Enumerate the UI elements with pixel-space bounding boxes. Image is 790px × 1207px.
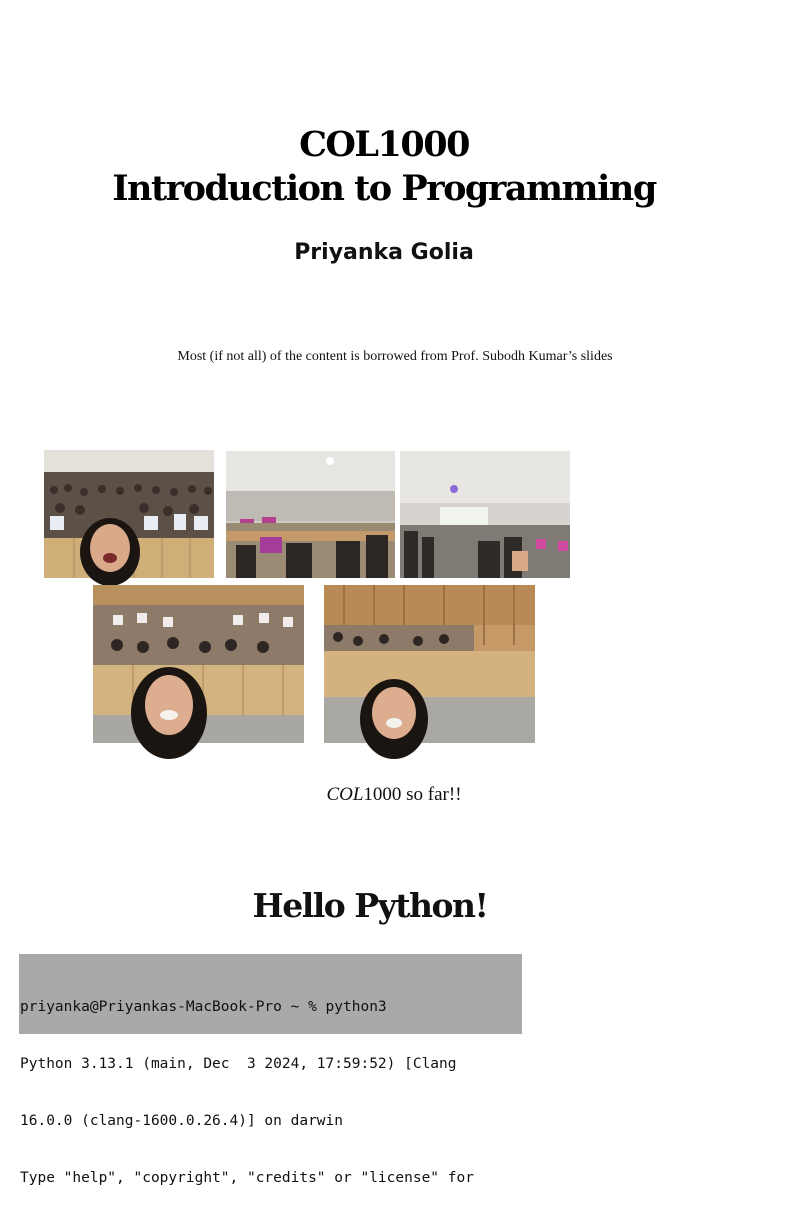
section-heading: Hello Python! (252, 886, 488, 925)
classroom-photo-3 (400, 451, 570, 578)
terminal-line: Type "help", "copyright", "credits" or "license" for (20, 1170, 474, 1186)
credit-note: Most (if not all) of the content is borrowed from Prof. Subodh Kumar’s slides (177, 349, 613, 364)
classroom-photo-4 (93, 585, 304, 743)
terminal-output (19, 954, 522, 1186)
terminal-line: priyanka@Priyankas-MacBook-Pro ~ % python3 (20, 999, 387, 1015)
classroom-photo-2 (226, 451, 395, 578)
classroom-photo-5 (324, 585, 535, 743)
author-name: Priyanka Golia (294, 240, 474, 265)
classroom-photo-1 (44, 450, 214, 578)
caption-text: 1000 so far!! (363, 784, 462, 805)
caption-italic: COL (326, 784, 364, 805)
photos-caption (0, 784, 788, 806)
course-code: COL1000 (299, 124, 469, 165)
terminal-line: 16.0.0 (clang-1600.0.26.4)] on darwin (20, 1113, 344, 1129)
terminal-line: Python 3.13.1 (main, Dec 3 2024, 17:59:52) [Clang (20, 1056, 457, 1072)
course-title: Introduction to Programming (112, 168, 656, 209)
